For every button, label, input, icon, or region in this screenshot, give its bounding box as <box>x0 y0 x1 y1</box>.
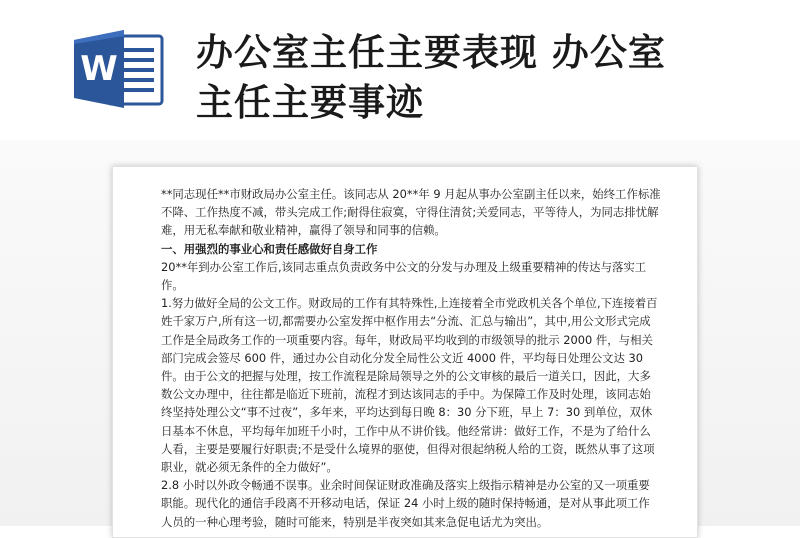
document-body <box>161 185 661 531</box>
page-title: 办公室主任主要表现 办公室主任主要事迹 <box>196 31 666 124</box>
document-page <box>112 166 698 538</box>
document-header <box>0 0 800 160</box>
paragraph-duty: 20**年到办公室工作后,该同志重点负责政务中公文的分发与办理及上级重要精神的传达与落实工作。 <box>161 259 647 293</box>
word-icon-letter: W <box>80 49 118 89</box>
paragraph-after-hours: 2.8 小时以外政令畅通不误事。业余时间保证财政准确及落实上级指示精神是办公室的又一项重要职能。现代化的通信手段离不开移动电话，保证 24 小时上级的随时保持畅通，是对从事此项工作人员的一种心理考验，随时可能来，特别是半夜突如其来急促电话尤为突出。 <box>161 478 650 529</box>
paragraph-document-work: 1.努力做好全局的公文工作。财政局的工作有其特殊性,上连接着全市党政机关各个单位,下连接着百姓千家万户,所有这一切,都需要办公室发挥中枢作用去“分流、汇总与输出”，其中,用公文形式完成工作是全局政务工作的一项重要内容。每年，财政局平均收到的市级领导的批示 2000 件，与相关部门完成会签尽 600 件，通过办公自动化分发全局性公文近 4000 件，平均每日处理公文达 30 件。由于公文的把握与处理，按工作流程是除局领导之外的公文审核的最后一道关口，因此，大多数公文办理中，往往都是临近下班前，流程才到达该同志的手中。为保障工作及时处理，该同志始终坚持处理公文“事不过夜”，多年来，平均达到每日晚 8：30 分下班，早上 7：30 到单位，双休日基本不休息，平均每年加班千小时，工作中从不讲价钱。他经常讲：做好工作，不是为了给什么人看，主要是要履行好职责;不是受什么境界的驱使，但得对很起纳税人给的工资，既然从事了这项职业，就必须无条件的全力做好”。 <box>161 296 658 475</box>
section-heading: 一、用强烈的事业心和责任感做好自身工作 <box>161 241 378 256</box>
paragraph-intro: **同志现任**市财政局办公室主任。该同志从 20**年 9 月起从事办公室副主任以来，始终工作标准不降、工作热度不减，带头完成工作;耐得住寂寞，守得住清贫;关爱同志，平等待人，为同志排忧解难，用无私奉献和敬业精神，赢得了领导和同事的信赖。 <box>161 187 661 238</box>
word-icon <box>74 28 166 110</box>
